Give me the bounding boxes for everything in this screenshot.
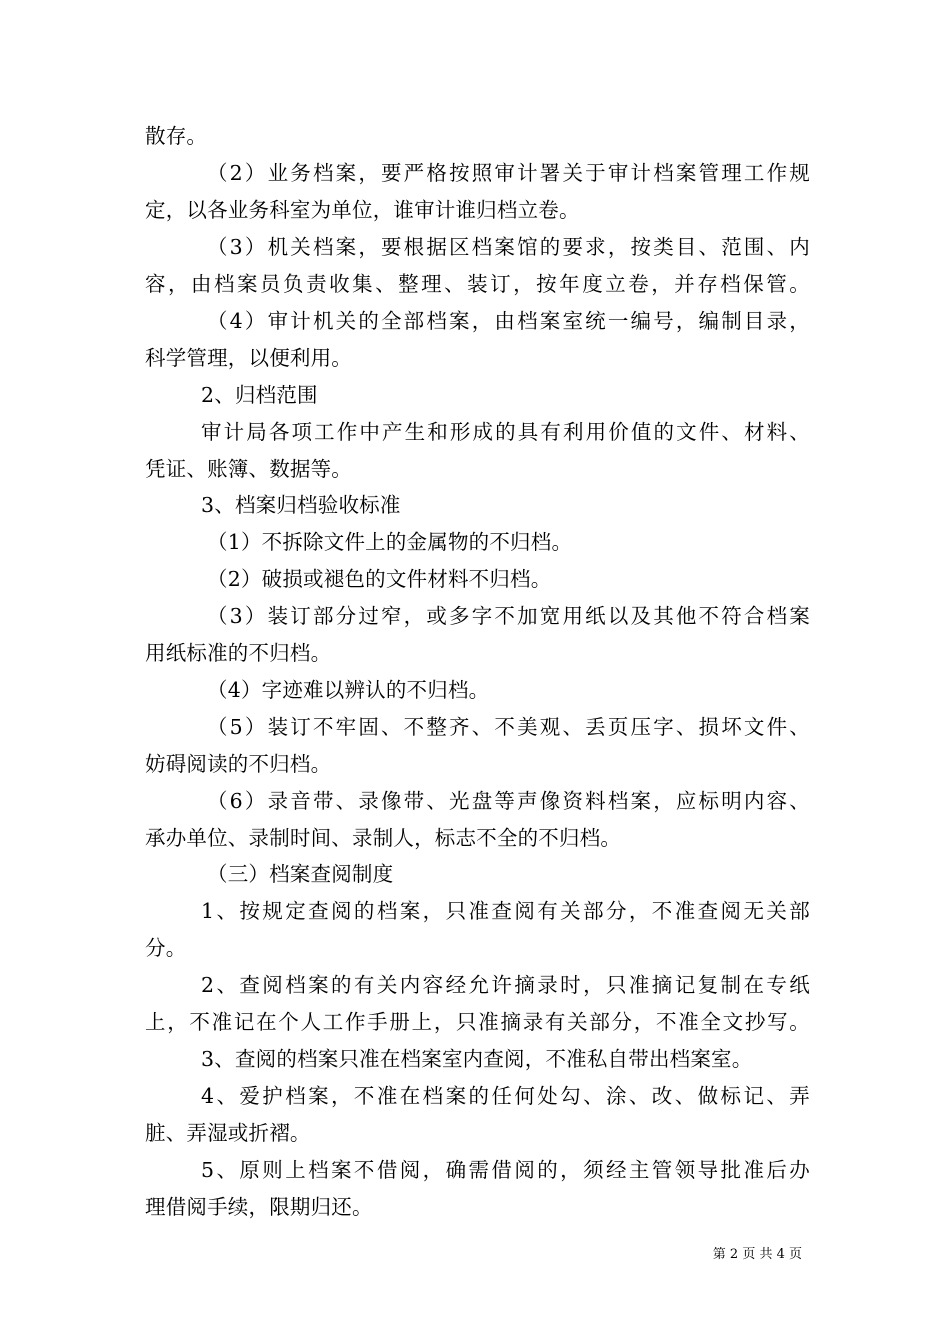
text-line: 4、爱护档案，不准在档案的任何处勾、涂、改、做标记、弄	[201, 1084, 810, 1108]
text-line: （5）装订不牢固、不整齐、不美观、丢页压字、损坏文件、	[207, 715, 810, 739]
section-heading: （三）档案查阅制度	[207, 862, 394, 886]
text-line: （4）字迹难以辨认的不归档。	[207, 678, 490, 702]
text-line: 脏、弄湿或折褶。	[145, 1121, 311, 1145]
text-line: 科学管理，以便利用。	[145, 346, 352, 370]
text-line: 审计局各项工作中产生和形成的具有利用价值的文件、材料、	[201, 420, 810, 444]
text-line: 理借阅手续，限期归还。	[145, 1195, 373, 1219]
text-line: 上，不准记在个人工作手册上，只准摘录有关部分，不准全文抄写。	[145, 1010, 810, 1034]
section-heading: 2、归档范围	[201, 383, 318, 407]
text-line: 凭证、账簿、数据等。	[145, 457, 352, 481]
text-line: （4）审计机关的全部档案，由档案室统一编号，编制目录，	[207, 309, 810, 333]
text-line: 承办单位、录制时间、录制人，标志不全的不归档。	[145, 826, 622, 850]
text-line: 定，以各业务科室为单位，谁审计谁归档立卷。	[145, 198, 580, 222]
text-line: 1、按规定查阅的档案，只准查阅有关部分，不准查阅无关部	[201, 899, 810, 923]
section-heading: 3、档案归档验收标准	[201, 493, 401, 517]
text-line: （6）录音带、录像带、光盘等声像资料档案，应标明内容、	[207, 789, 810, 813]
text-line: 妨碍阅读的不归档。	[145, 752, 332, 776]
text-line: 用纸标准的不归档。	[145, 641, 332, 665]
text-line: 散存。	[145, 124, 208, 148]
text-line: 3、查阅的档案只准在档案室内查阅，不准私自带出档案室。	[201, 1047, 753, 1071]
text-line: 分。	[145, 936, 187, 960]
text-line: （3）机关档案，要根据区档案馆的要求，按类目、范围、内	[207, 235, 810, 259]
text-line: 容，由档案员负责收集、整理、装订，按年度立卷，并存档保管。	[145, 272, 810, 296]
text-line: （2）破损或褪色的文件材料不归档。	[207, 567, 552, 591]
text-line: （1）不拆除文件上的金属物的不归档。	[207, 530, 573, 554]
text-line: 5、原则上档案不借阅，确需借阅的，须经主管领导批准后办	[201, 1158, 810, 1182]
text-line: 2、查阅档案的有关内容经允许摘录时，只准摘记复制在专纸	[201, 973, 810, 997]
page-number: 第 2 页 共 4 页	[712, 1247, 802, 1262]
text-line: （3）装订部分过窄，或多字不加宽用纸以及其他不符合档案	[207, 604, 810, 628]
text-line: （2）业务档案，要严格按照审计署关于审计档案管理工作规	[207, 161, 810, 185]
